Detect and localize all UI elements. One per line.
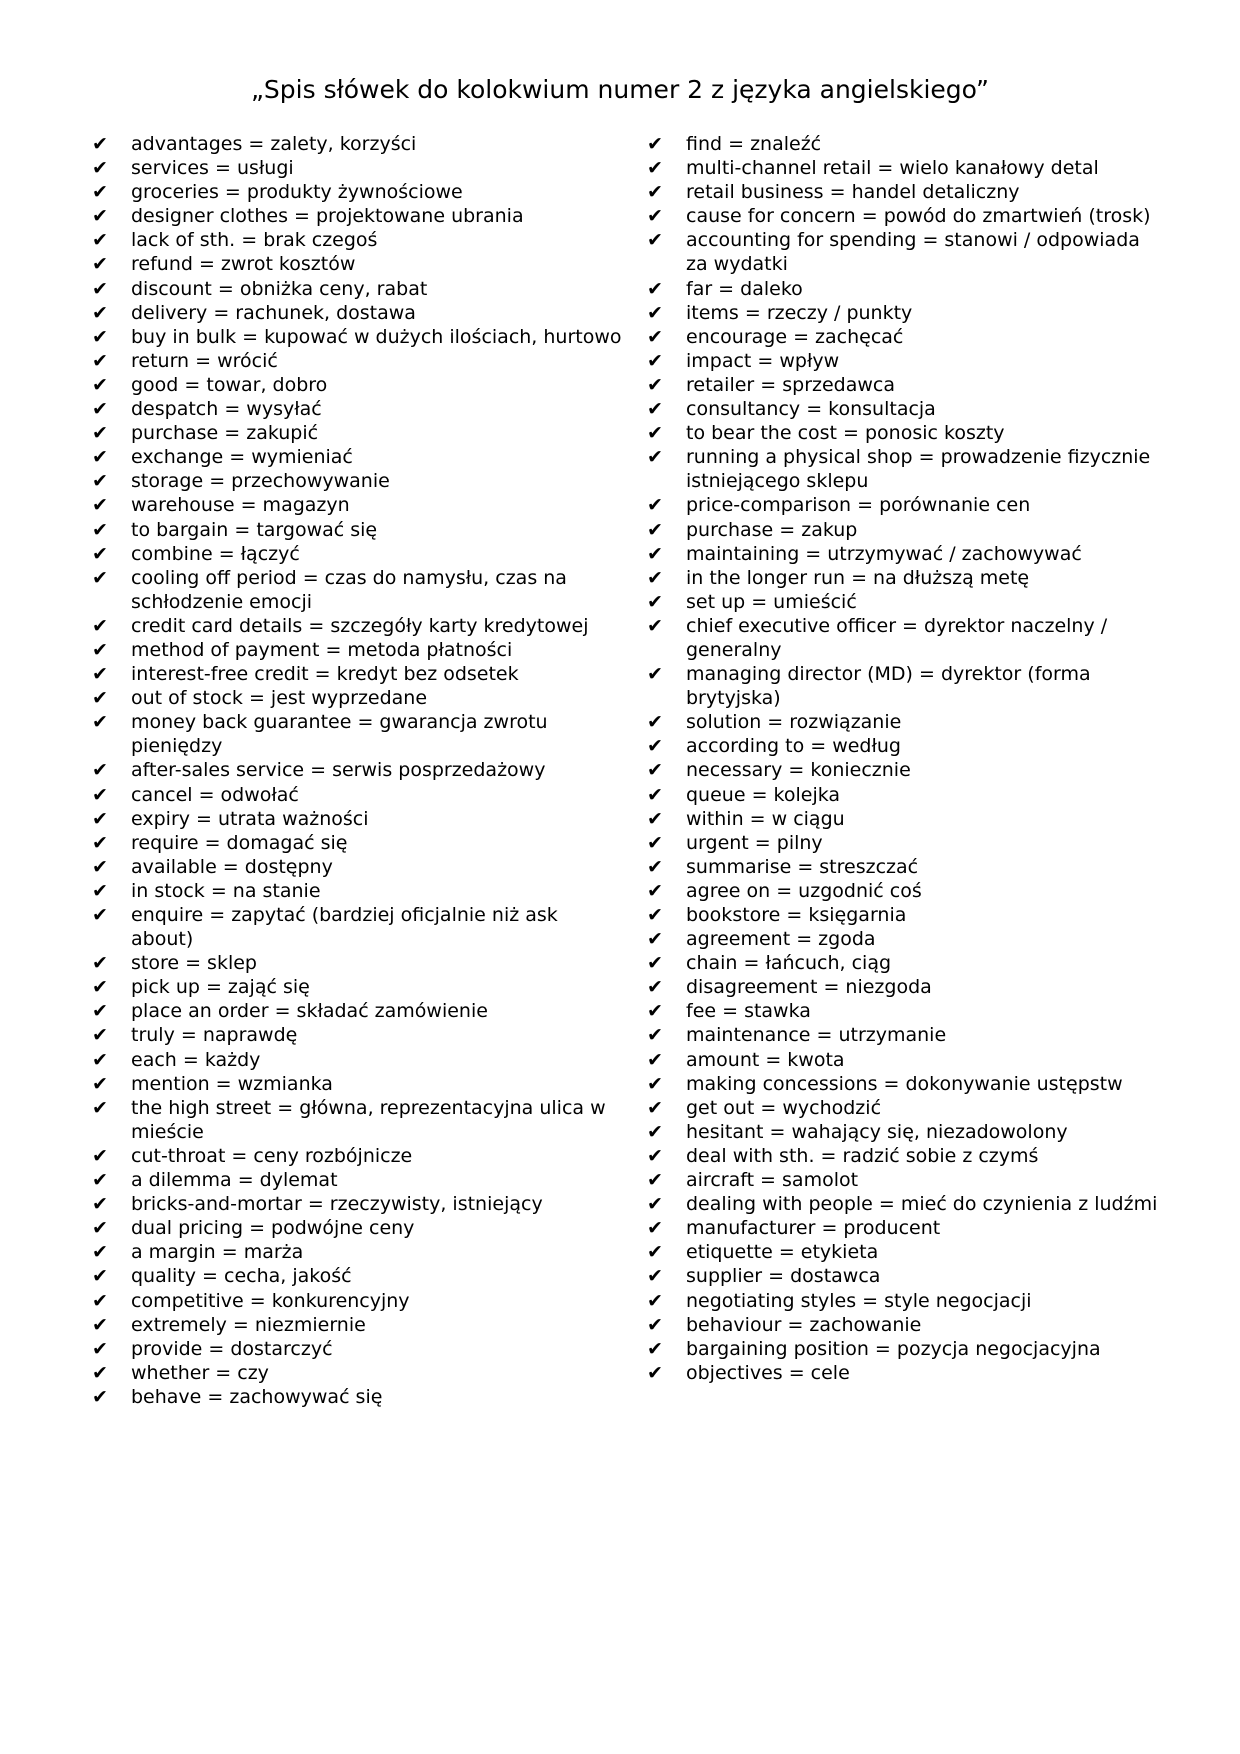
vocabulary-entry: queue = kolejka — [686, 783, 841, 806]
vocabulary-item — [92, 1144, 622, 1168]
vocabulary-item — [647, 590, 1167, 614]
check-mark-icon: ✔ — [92, 1313, 108, 1336]
vocabulary-entry: manufacturer = producent — [686, 1217, 941, 1240]
vocabulary-entry: objectives = cele — [686, 1361, 850, 1384]
vocabulary-item — [92, 301, 622, 325]
vocabulary-entry: to bargain = targować się — [131, 518, 378, 541]
check-mark-icon: ✔ — [647, 422, 663, 445]
check-mark-icon: ✔ — [92, 1217, 108, 1240]
check-mark-icon: ✔ — [647, 1096, 663, 1119]
vocabulary-item — [92, 1168, 622, 1192]
check-mark-icon: ✔ — [647, 566, 663, 589]
vocabulary-entry: retail business = handel detaliczny — [686, 181, 1020, 204]
vocabulary-item — [647, 445, 1167, 493]
vocabulary-entry: to bear the cost = ponosic koszty — [686, 422, 1005, 445]
check-mark-icon: ✔ — [92, 614, 108, 637]
check-mark-icon: ✔ — [647, 349, 663, 372]
check-mark-icon: ✔ — [647, 542, 663, 565]
vocabulary-item — [92, 421, 622, 445]
vocabulary-entry: discount = obniżka ceny, rabat — [131, 277, 428, 300]
vocabulary-item — [92, 373, 622, 397]
vocabulary-entry: behaviour = zachowanie — [686, 1313, 922, 1336]
vocabulary-item — [92, 783, 622, 807]
vocabulary-item — [647, 1361, 1167, 1385]
vocabulary-item — [92, 1023, 622, 1047]
vocabulary-entry: in the longer run = na dłuższą metę — [686, 566, 1030, 589]
vocabulary-item — [92, 638, 622, 662]
vocabulary-entry: according to = według — [686, 735, 901, 758]
vocabulary-entry: bricks-and-mortar = rzeczywisty, istniejący — [131, 1193, 543, 1216]
vocabulary-item — [647, 614, 1167, 662]
vocabulary-item — [92, 1240, 622, 1264]
vocabulary-item — [92, 1289, 622, 1313]
vocabulary-item — [647, 349, 1167, 373]
vocabulary-entry: buy in bulk = kupować w dużych ilościach, hurtowo — [131, 325, 622, 348]
check-mark-icon: ✔ — [92, 494, 108, 517]
check-mark-icon: ✔ — [647, 711, 663, 734]
vocabulary-item — [92, 614, 622, 638]
vocabulary-item — [647, 493, 1167, 517]
check-mark-icon: ✔ — [647, 928, 663, 951]
vocabulary-entry: items = rzeczy / punkty — [686, 301, 913, 324]
vocabulary-item — [647, 132, 1167, 156]
vocabulary-entry: whether = czy — [131, 1361, 269, 1384]
vocabulary-entry: far = daleko — [686, 277, 803, 300]
vocabulary-entry: agree on = uzgodnić coś — [686, 879, 922, 902]
check-mark-icon: ✔ — [647, 157, 663, 180]
vocabulary-entry: hesitant = wahający się, niezadowolony — [686, 1120, 1068, 1143]
vocabulary-item — [647, 277, 1167, 301]
check-mark-icon: ✔ — [647, 518, 663, 541]
check-mark-icon: ✔ — [647, 590, 663, 613]
vocabulary-entry: dealing with people = mieć do czynienia z ludźmi — [686, 1193, 1158, 1216]
vocabulary-entry: competitive = konkurencyjny — [131, 1289, 410, 1312]
check-mark-icon: ✔ — [647, 1120, 663, 1143]
vocabulary-entry: combine = łączyć — [131, 542, 300, 565]
check-mark-icon: ✔ — [92, 1024, 108, 1047]
check-mark-icon: ✔ — [647, 1289, 663, 1312]
check-mark-icon: ✔ — [92, 446, 108, 469]
vocabulary-item — [647, 1120, 1167, 1144]
vocabulary-entry: amount = kwota — [686, 1048, 845, 1071]
vocabulary-item — [647, 542, 1167, 566]
vocabulary-item — [647, 518, 1167, 542]
vocabulary-item — [92, 710, 622, 758]
vocabulary-item — [92, 1313, 622, 1337]
vocabulary-item — [92, 1096, 622, 1144]
vocabulary-item — [647, 1048, 1167, 1072]
check-mark-icon: ✔ — [92, 1072, 108, 1095]
check-mark-icon: ✔ — [92, 1193, 108, 1216]
check-mark-icon: ✔ — [92, 783, 108, 806]
vocabulary-entry: urgent = pilny — [686, 831, 823, 854]
check-mark-icon: ✔ — [92, 1337, 108, 1360]
vocabulary-entry: chief executive officer = dyrektor naczelny / generalny — [686, 614, 1108, 661]
vocabulary-entry: interest-free credit = kredyt bez odsetek — [131, 663, 519, 686]
vocabulary-entry: bookstore = księgarnia — [686, 904, 907, 926]
check-mark-icon: ✔ — [647, 831, 663, 854]
vocabulary-item — [647, 397, 1167, 421]
vocabulary-entry: within = w ciągu — [686, 807, 845, 830]
check-mark-icon: ✔ — [647, 133, 663, 155]
vocabulary-entry: services = usługi — [131, 157, 294, 180]
check-mark-icon: ✔ — [92, 470, 108, 493]
check-mark-icon: ✔ — [647, 759, 663, 782]
vocabulary-item — [647, 566, 1167, 590]
vocabulary-item — [92, 1264, 622, 1288]
vocabulary-list-right — [647, 132, 1167, 1385]
vocabulary-entry: running a physical shop = prowadzenie fizycznie istniejącego sklepu — [686, 446, 1151, 493]
vocabulary-entry: find = znaleźć — [686, 133, 822, 155]
vocabulary-entry: price-comparison = porównanie cen — [686, 494, 1031, 517]
check-mark-icon: ✔ — [647, 1241, 663, 1264]
check-mark-icon: ✔ — [647, 1169, 663, 1192]
vocabulary-entry: out of stock = jest wyprzedane — [131, 687, 428, 710]
vocabulary-item — [92, 469, 622, 493]
vocabulary-entry: impact = wpływ — [686, 349, 840, 372]
vocabulary-entry: purchase = zakupić — [131, 422, 319, 445]
vocabulary-item — [647, 831, 1167, 855]
vocabulary-item — [92, 1361, 622, 1385]
vocabulary-item — [92, 686, 622, 710]
vocabulary-item — [647, 662, 1167, 710]
vocabulary-item — [92, 325, 622, 349]
vocabulary-item — [647, 734, 1167, 758]
vocabulary-item — [647, 1072, 1167, 1096]
check-mark-icon: ✔ — [647, 976, 663, 999]
check-mark-icon: ✔ — [92, 422, 108, 445]
vocabulary-item — [647, 1216, 1167, 1240]
vocabulary-entry: cancel = odwołać — [131, 783, 299, 806]
vocabulary-entry: designer clothes = projektowane ubrania — [131, 205, 524, 228]
check-mark-icon: ✔ — [647, 205, 663, 228]
vocabulary-item — [92, 228, 622, 252]
vocabulary-entry: deal with sth. = radzić sobie z czymś — [686, 1144, 1039, 1167]
check-mark-icon: ✔ — [92, 1000, 108, 1023]
check-mark-icon: ✔ — [92, 398, 108, 421]
vocabulary-item — [647, 951, 1167, 975]
check-mark-icon: ✔ — [647, 614, 663, 637]
check-mark-icon: ✔ — [92, 542, 108, 565]
check-mark-icon: ✔ — [92, 1241, 108, 1264]
vocabulary-item — [647, 1337, 1167, 1361]
vocabulary-entry: expiry = utrata ważności — [131, 807, 369, 830]
vocabulary-entry: method of payment = metoda płatności — [131, 638, 513, 661]
vocabulary-entry: consultancy = konsultacja — [686, 398, 936, 421]
check-mark-icon: ✔ — [92, 181, 108, 204]
vocabulary-item — [92, 807, 622, 831]
check-mark-icon: ✔ — [92, 879, 108, 902]
check-mark-icon: ✔ — [647, 1000, 663, 1023]
vocabulary-item — [647, 301, 1167, 325]
vocabulary-entry: exchange = wymieniać — [131, 446, 353, 469]
vocabulary-entry: supplier = dostawca — [686, 1265, 881, 1288]
vocabulary-item — [647, 373, 1167, 397]
vocabulary-item — [647, 999, 1167, 1023]
vocabulary-item — [647, 228, 1167, 276]
check-mark-icon: ✔ — [92, 831, 108, 854]
vocabulary-item — [92, 1216, 622, 1240]
vocabulary-entry: fee = stawka — [686, 1000, 811, 1023]
vocabulary-item — [647, 1289, 1167, 1313]
check-mark-icon: ✔ — [647, 1265, 663, 1288]
check-mark-icon: ✔ — [92, 229, 108, 252]
check-mark-icon: ✔ — [92, 518, 108, 541]
check-mark-icon: ✔ — [92, 349, 108, 372]
vocabulary-item — [647, 758, 1167, 782]
check-mark-icon: ✔ — [92, 1048, 108, 1071]
vocabulary-entry: necessary = koniecznie — [686, 759, 911, 782]
vocabulary-item — [647, 783, 1167, 807]
check-mark-icon: ✔ — [92, 638, 108, 661]
vocabulary-item — [92, 252, 622, 276]
vocabulary-item — [647, 421, 1167, 445]
vocabulary-item — [92, 662, 622, 686]
vocabulary-item — [92, 180, 622, 204]
vocabulary-item — [92, 566, 622, 614]
vocabulary-item — [92, 204, 622, 228]
vocabulary-item — [647, 325, 1167, 349]
vocabulary-entry: each = każdy — [131, 1048, 261, 1071]
check-mark-icon: ✔ — [647, 277, 663, 300]
vocabulary-item — [647, 710, 1167, 734]
vocabulary-item — [647, 879, 1167, 903]
check-mark-icon: ✔ — [92, 1265, 108, 1288]
vocabulary-item — [647, 1168, 1167, 1192]
vocabulary-item — [647, 1240, 1167, 1264]
check-mark-icon: ✔ — [92, 1169, 108, 1192]
vocabulary-item — [92, 975, 622, 999]
vocabulary-entry: the high street = główna, reprezentacyjna ulica w mieście — [131, 1096, 606, 1143]
vocabulary-item — [647, 1023, 1167, 1047]
vocabulary-entry: lack of sth. = brak czegoś — [131, 229, 378, 252]
vocabulary-item — [647, 807, 1167, 831]
vocabulary-item — [92, 156, 622, 180]
vocabulary-item — [647, 975, 1167, 999]
vocabulary-entry: managing director (MD) = dyrektor (forma brytyjska) — [686, 663, 1091, 710]
vocabulary-entry: summarise = streszczać — [686, 855, 919, 878]
vocabulary-entry: maintaining = utrzymywać / zachowywać — [686, 542, 1082, 565]
vocabulary-item — [92, 855, 622, 879]
vocabulary-entry: pick up = zająć się — [131, 976, 310, 999]
check-mark-icon: ✔ — [92, 253, 108, 276]
check-mark-icon: ✔ — [92, 1144, 108, 1167]
vocabulary-entry: cooling off period = czas do namysłu, czas na schłodzenie emocji — [131, 566, 567, 613]
vocabulary-item — [92, 518, 622, 542]
check-mark-icon: ✔ — [92, 976, 108, 999]
check-mark-icon: ✔ — [92, 205, 108, 228]
check-mark-icon: ✔ — [92, 133, 108, 155]
check-mark-icon: ✔ — [647, 1337, 663, 1360]
check-mark-icon: ✔ — [92, 1289, 108, 1312]
vocabulary-entry: enquire = zapytać (bardziej oficjalnie niż ask about) — [131, 904, 558, 951]
vocabulary-entry: retailer = sprzedawca — [686, 373, 895, 396]
vocabulary-entry: advantages = zalety, korzyści — [131, 133, 417, 155]
vocabulary-entry: despatch = wysyłać — [131, 398, 322, 421]
vocabulary-item — [92, 758, 622, 782]
vocabulary-item — [92, 493, 622, 517]
vocabulary-entry: purchase = zakup — [686, 518, 858, 541]
check-mark-icon: ✔ — [647, 1072, 663, 1095]
vocabulary-entry: groceries = produkty żywnościowe — [131, 181, 463, 204]
vocabulary-item — [647, 1264, 1167, 1288]
vocabulary-item — [647, 204, 1167, 228]
vocabulary-item — [92, 1048, 622, 1072]
vocabulary-entry: behave = zachowywać się — [131, 1385, 383, 1408]
vocabulary-entry: quality = cecha, jakość — [131, 1265, 352, 1288]
vocabulary-item — [647, 927, 1167, 951]
vocabulary-item — [647, 855, 1167, 879]
check-mark-icon: ✔ — [647, 783, 663, 806]
page-title: „Spis słówek do kolokwium numer 2 z języka angielskiego” — [250, 75, 989, 104]
vocabulary-entry: etiquette = etykieta — [686, 1241, 879, 1264]
check-mark-icon: ✔ — [92, 759, 108, 782]
vocabulary-entry: making concessions = dokonywanie ustępstw — [686, 1072, 1123, 1095]
vocabulary-item — [92, 1385, 622, 1409]
vocabulary-entry: extremely = niezmiernie — [131, 1313, 366, 1336]
vocabulary-entry: refund = zwrot kosztów — [131, 253, 356, 276]
vocabulary-entry: delivery = rachunek, dostawa — [131, 301, 416, 324]
vocabulary-entry: place an order = składać zamówienie — [131, 1000, 488, 1023]
vocabulary-item — [92, 831, 622, 855]
check-mark-icon: ✔ — [647, 879, 663, 902]
check-mark-icon: ✔ — [647, 1361, 663, 1384]
vocabulary-item — [92, 1072, 622, 1096]
check-mark-icon: ✔ — [647, 446, 663, 469]
vocabulary-entry: multi-channel retail = wielo kanałowy detal — [686, 157, 1099, 180]
check-mark-icon: ✔ — [92, 687, 108, 710]
vocabulary-entry: set up = umieścić — [686, 590, 857, 613]
vocabulary-entry: money back guarantee = gwarancja zwrotu pieniędzy — [131, 711, 548, 758]
vocabulary-entry: encourage = zachęcać — [686, 325, 904, 348]
check-mark-icon: ✔ — [92, 301, 108, 324]
vocabulary-item — [92, 397, 622, 421]
check-mark-icon: ✔ — [92, 1096, 108, 1119]
vocabulary-entry: available = dostępny — [131, 855, 333, 878]
vocabulary-item — [92, 349, 622, 373]
vocabulary-entry: truly = naprawdę — [131, 1024, 298, 1047]
vocabulary-entry: chain = łańcuch, ciąg — [686, 952, 892, 975]
check-mark-icon: ✔ — [647, 807, 663, 830]
vocabulary-item — [92, 277, 622, 301]
vocabulary-entry: aircraft = samolot — [686, 1169, 859, 1192]
vocabulary-item — [92, 1192, 622, 1216]
check-mark-icon: ✔ — [647, 1217, 663, 1240]
check-mark-icon: ✔ — [647, 1193, 663, 1216]
check-mark-icon: ✔ — [647, 735, 663, 758]
vocabulary-entry: warehouse = magazyn — [131, 494, 350, 517]
vocabulary-item — [92, 951, 622, 975]
vocabulary-entry: provide = dostarczyć — [131, 1337, 333, 1360]
vocabulary-entry: a margin = marża — [131, 1241, 304, 1264]
vocabulary-entry: require = domagać się — [131, 831, 348, 854]
check-mark-icon: ✔ — [92, 663, 108, 686]
check-mark-icon: ✔ — [92, 855, 108, 878]
vocabulary-item — [92, 903, 622, 951]
vocabulary-entry: cut-throat = ceny rozbójnicze — [131, 1144, 413, 1167]
check-mark-icon: ✔ — [92, 807, 108, 830]
vocabulary-list-left — [92, 132, 622, 1409]
check-mark-icon: ✔ — [92, 566, 108, 589]
vocabulary-entry: bargaining position = pozycja negocjacyjna — [686, 1337, 1101, 1360]
vocabulary-entry: storage = przechowywanie — [131, 470, 390, 493]
check-mark-icon: ✔ — [92, 325, 108, 348]
vocabulary-entry: agreement = zgoda — [686, 928, 876, 951]
check-mark-icon: ✔ — [92, 277, 108, 300]
vocabulary-item — [92, 999, 622, 1023]
check-mark-icon: ✔ — [647, 952, 663, 975]
vocabulary-item — [647, 1096, 1167, 1120]
vocabulary-entry: after-sales service = serwis posprzedażowy — [131, 759, 546, 782]
vocabulary-entry: store = sklep — [131, 952, 257, 975]
check-mark-icon: ✔ — [92, 711, 108, 734]
check-mark-icon: ✔ — [647, 301, 663, 324]
check-mark-icon: ✔ — [92, 952, 108, 975]
vocabulary-item — [92, 879, 622, 903]
check-mark-icon: ✔ — [647, 1313, 663, 1336]
check-mark-icon: ✔ — [92, 373, 108, 396]
vocabulary-entry: mention = wzmianka — [131, 1072, 333, 1095]
check-mark-icon: ✔ — [647, 1144, 663, 1167]
check-mark-icon: ✔ — [647, 1024, 663, 1047]
check-mark-icon: ✔ — [647, 398, 663, 421]
vocabulary-item — [92, 132, 622, 156]
check-mark-icon: ✔ — [647, 494, 663, 517]
vocabulary-entry: cause for concern = powód do zmartwień (trosk) — [686, 205, 1151, 228]
vocabulary-entry: get out = wychodzić — [686, 1096, 882, 1119]
vocabulary-entry: disagreement = niezgoda — [686, 976, 932, 999]
vocabulary-entry: accounting for spending = stanowi / odpowiada za wydatki — [686, 229, 1140, 276]
vocabulary-item — [647, 156, 1167, 180]
vocabulary-entry: maintenance = utrzymanie — [686, 1024, 947, 1047]
vocabulary-item — [92, 445, 622, 469]
vocabulary-item — [647, 1313, 1167, 1337]
check-mark-icon: ✔ — [647, 373, 663, 396]
check-mark-icon: ✔ — [92, 1385, 108, 1408]
check-mark-icon: ✔ — [647, 904, 663, 926]
vocabulary-entry: return = wrócić — [131, 349, 278, 372]
check-mark-icon: ✔ — [647, 663, 663, 686]
check-mark-icon: ✔ — [647, 181, 663, 204]
check-mark-icon: ✔ — [92, 157, 108, 180]
vocabulary-entry: solution = rozwiązanie — [686, 711, 902, 734]
check-mark-icon: ✔ — [647, 855, 663, 878]
vocabulary-entry: in stock = na stanie — [131, 879, 321, 902]
vocabulary-entry: a dilemma = dylemat — [131, 1169, 338, 1192]
vocabulary-entry: good = towar, dobro — [131, 373, 328, 396]
vocabulary-entry: negotiating styles = style negocjacji — [686, 1289, 1032, 1312]
vocabulary-entry: dual pricing = podwójne ceny — [131, 1217, 415, 1240]
check-mark-icon: ✔ — [647, 229, 663, 252]
vocabulary-item — [647, 1192, 1167, 1216]
vocabulary-item — [92, 1337, 622, 1361]
check-mark-icon: ✔ — [647, 325, 663, 348]
vocabulary-item — [647, 903, 1167, 927]
check-mark-icon: ✔ — [92, 904, 108, 926]
vocabulary-entry: credit card details = szczegóły karty kredytowej — [131, 614, 589, 637]
vocabulary-item — [647, 1144, 1167, 1168]
vocabulary-item — [647, 180, 1167, 204]
check-mark-icon: ✔ — [647, 1048, 663, 1071]
vocabulary-item — [92, 542, 622, 566]
check-mark-icon: ✔ — [92, 1361, 108, 1384]
